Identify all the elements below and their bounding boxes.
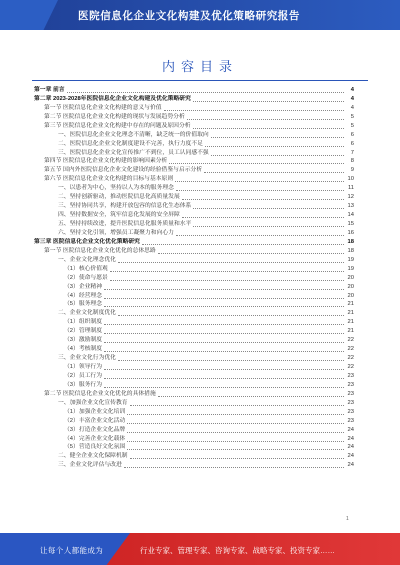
toc-leader-dots <box>104 306 344 307</box>
toc-leader-dots <box>127 449 344 450</box>
toc-entry-page: 23 <box>347 390 354 397</box>
toc-leader-dots <box>118 360 344 361</box>
toc-entry-page: 18 <box>347 247 354 254</box>
toc-leader-dots <box>204 172 344 173</box>
toc-entry-page: 4 <box>350 104 354 111</box>
toc-entry-page: 5 <box>350 113 354 120</box>
toc-entry[interactable] <box>34 309 354 318</box>
toc-entry-page: 14 <box>347 212 354 219</box>
toc-entry-label: （2）员工行为 <box>64 372 103 379</box>
toc-leader-dots <box>142 244 344 245</box>
toc-entry-label: （1）核心价值观 <box>64 265 108 272</box>
toc-leader-dots <box>110 271 344 272</box>
toc-leader-dots <box>176 235 344 236</box>
toc-leader-dots <box>124 467 344 468</box>
toc-leader-dots <box>118 262 344 263</box>
toc-entry-page: 24 <box>347 435 354 442</box>
toc-entry-page: 21 <box>347 328 354 335</box>
toc-entry-page: 24 <box>347 453 354 460</box>
toc-divider <box>32 80 368 81</box>
toc-leader-dots <box>158 253 344 254</box>
toc-heading: 内容目录 <box>161 60 238 75</box>
toc-leader-dots <box>127 414 344 415</box>
page-number: 1 <box>346 516 349 522</box>
toc-entry-label: 第三节 医院信息化企业文化构建中存在的问题及原因分析 <box>44 122 191 129</box>
toc-entry-page: 10 <box>347 176 354 183</box>
toc-leader-dots <box>118 315 344 316</box>
toc-entry-label: （2）管理制度 <box>64 328 103 335</box>
toc-entry-page: 16 <box>347 229 354 236</box>
toc-entry-label: （3）打造企业文化品牌 <box>64 426 126 433</box>
toc-leader-dots <box>104 298 344 299</box>
toc-entry-page: 6 <box>350 140 354 147</box>
toc-leader-dots <box>110 280 344 281</box>
toc-entry[interactable] <box>34 363 354 372</box>
toc-entry-page: 24 <box>347 426 354 433</box>
toc-leader-dots <box>182 217 344 218</box>
toc-entry-page: 4 <box>350 95 354 102</box>
toc-entry-label: 一、以患者为中心，坚持以人为本的服务理念 <box>58 185 174 192</box>
toc-entry-page: 21 <box>347 301 354 308</box>
toc-entry-label: 第一章 前言 <box>34 86 65 93</box>
toc-entry-label: （3）企业精神 <box>64 283 103 290</box>
toc-entry[interactable] <box>34 318 354 327</box>
toc-entry[interactable] <box>34 417 354 426</box>
toc-entry-label: 三、坚持协同共享，构建开放包容的信息化生态体系 <box>58 203 192 210</box>
toc-entry-page: 23 <box>347 399 354 406</box>
toc-entry-label: （1）加强企业文化培训 <box>64 408 126 415</box>
toc-entry[interactable] <box>34 283 354 292</box>
toc-entry-page: 6 <box>350 131 354 138</box>
toc-leader-dots <box>104 378 344 379</box>
toc-entry[interactable] <box>34 202 354 211</box>
toc-entry-label: （3）服务行为 <box>64 381 103 388</box>
toc-entry-label: （5）服务理念 <box>64 301 103 308</box>
toc-entry-page: 20 <box>347 292 354 299</box>
toc-entry-label: 三、企业文化评估与改进 <box>58 462 122 469</box>
toc-entry-label: 第一节 医院信息化企业文化构建的意义与价值 <box>44 104 162 111</box>
toc-entry-label: 六、坚持文化引领，增强员工凝聚力和向心力 <box>58 229 174 236</box>
toc-entry-label: 二、企业文化制度优化 <box>58 310 116 317</box>
toc-entry[interactable] <box>34 131 354 140</box>
toc-leader-dots <box>205 146 344 147</box>
toc-entry[interactable] <box>34 292 354 301</box>
toc-entry-page: 21 <box>347 319 354 326</box>
toc-leader-dots <box>104 351 344 352</box>
toc-leader-dots <box>127 432 344 433</box>
toc-entry-label: 三、企业文化行为优化 <box>58 355 116 362</box>
toc-entry-label: 二、医院信息化企业文化制度建设不完善，执行力度不足 <box>58 140 203 147</box>
toc-leader-dots <box>187 119 344 120</box>
toc-leader-dots <box>104 369 344 370</box>
toc-entry-page: 20 <box>347 274 354 281</box>
toc-entry[interactable] <box>34 256 354 265</box>
toc-entry-label: 第三章 医院信息化企业文化优化策略研究 <box>34 238 140 245</box>
toc-entry-label: 第四节 医院信息化企业文化构建的影响因素分析 <box>44 158 168 165</box>
toc-entry[interactable] <box>34 158 354 167</box>
report-title: 医院信息化企业文化构建及优化策略研究报告 <box>78 10 300 22</box>
toc-entry-page: 13 <box>347 203 354 210</box>
toc-leader-dots <box>169 163 344 164</box>
toc-entry-page: 21 <box>347 310 354 317</box>
toc-entry[interactable] <box>34 229 354 238</box>
toc-entry[interactable] <box>34 113 354 122</box>
toc-leader-dots <box>130 405 344 406</box>
toc-leader-dots <box>158 396 344 397</box>
toc-entry-page: 22 <box>347 346 354 353</box>
toc-leader-dots <box>104 342 344 343</box>
toc-entry-page: 4 <box>350 86 354 93</box>
toc-entry-label: （1）领导行为 <box>64 364 103 371</box>
toc-leader-dots <box>193 208 344 209</box>
toc-entry[interactable] <box>34 149 354 158</box>
toc-entry-label: （5）营造良好文化氛围 <box>64 444 126 451</box>
toc-entry-page: 23 <box>347 372 354 379</box>
toc-entry[interactable] <box>34 399 354 408</box>
toc-entry-page: 15 <box>347 221 354 228</box>
toc-entry[interactable] <box>34 86 354 95</box>
toc-leader-dots <box>127 441 344 442</box>
toc-leader-dots <box>193 226 344 227</box>
toc-entry-page: 7 <box>350 149 354 156</box>
toc-entry-page: 11 <box>347 185 354 192</box>
toc-entry-page: 12 <box>347 194 354 201</box>
toc-entry-page: 9 <box>350 167 354 174</box>
header-decoration <box>0 0 58 30</box>
toc-entry[interactable] <box>34 220 354 229</box>
toc-entry-label: 第二章 2023-2028年医院信息化企业文化构建及优化策略研究 <box>34 95 191 102</box>
toc-entry-label: （2）使命与愿景 <box>64 274 108 281</box>
toc-leader-dots <box>127 423 344 424</box>
toc-entry[interactable] <box>34 426 354 435</box>
toc-entry-page: 22 <box>347 364 354 371</box>
toc-leader-dots <box>193 128 344 129</box>
footer-tagline: 行业专家、管理专家、咨询专家、战略专家、投资专家…… <box>140 546 335 555</box>
toc-entry-page: 5 <box>350 122 354 129</box>
toc-entry[interactable] <box>34 104 354 113</box>
toc-entry-page: 8 <box>350 158 354 165</box>
toc-entry[interactable] <box>34 274 354 283</box>
toc-entry-label: 二、健全企业文化保障机制 <box>58 453 128 460</box>
toc-entry-page: 19 <box>347 256 354 263</box>
toc-entry[interactable] <box>34 95 354 104</box>
toc-leader-dots <box>104 333 344 334</box>
footer-banner <box>0 533 400 565</box>
toc-entry-label: （4）完善企业文化载体 <box>64 435 126 442</box>
toc-entry[interactable] <box>34 238 354 247</box>
toc-leader-dots <box>182 199 344 200</box>
toc-entry-label: （1）组织制度 <box>64 319 103 326</box>
toc-entry[interactable] <box>34 372 354 381</box>
toc-entry[interactable] <box>34 184 354 193</box>
toc-leader-dots <box>104 387 344 388</box>
table-of-contents <box>34 86 354 470</box>
toc-entry-page: 18 <box>347 238 354 245</box>
toc-entry-page: 23 <box>347 381 354 388</box>
toc-entry[interactable] <box>34 265 354 274</box>
toc-entry[interactable] <box>34 175 354 184</box>
toc-entry[interactable] <box>34 140 354 149</box>
toc-entry-label: 一、企业文化理念优化 <box>58 256 116 263</box>
toc-entry[interactable] <box>34 408 354 417</box>
toc-entry-label: 四、坚持数据安全，筑牢信息化发展的安全屏障 <box>58 212 180 219</box>
toc-leader-dots <box>130 458 344 459</box>
toc-entry[interactable] <box>34 345 354 354</box>
footer-slogan: 让每个人都能成为 <box>40 546 104 555</box>
toc-entry-label: 一、医院信息化企业文化理念不清晰，缺乏统一的价值取向 <box>58 131 209 138</box>
toc-entry-label: 第六节 医院信息化企业文化构建的目标与基本原则 <box>44 176 174 183</box>
toc-entry-label: （2）丰富企业文化活动 <box>64 417 126 424</box>
toc-entry-label: 二、坚持创新驱动，推动医院信息化高质量发展 <box>58 194 180 201</box>
toc-entry-label: 第二节 医院信息化企业文化优化的具体措施 <box>44 390 156 397</box>
toc-entry-label: 第一节 医院信息化企业文化优化的总体思路 <box>44 247 156 254</box>
toc-entry-label: （4）经营理念 <box>64 292 103 299</box>
toc-leader-dots <box>193 101 344 102</box>
toc-leader-dots <box>104 324 344 325</box>
toc-entry[interactable] <box>34 444 354 453</box>
toc-leader-dots <box>176 190 344 191</box>
toc-entry[interactable] <box>34 247 354 256</box>
toc-entry[interactable] <box>34 193 354 202</box>
toc-entry-label: 一、加强企业文化宣传教育 <box>58 399 128 406</box>
toc-entry[interactable] <box>34 354 354 363</box>
toc-entry[interactable] <box>34 166 354 175</box>
toc-entry-page: 23 <box>347 408 354 415</box>
toc-entry[interactable] <box>34 390 354 399</box>
toc-entry-label: 三、医院信息化企业文化宣传推广不到位，员工认同感不强 <box>58 149 209 156</box>
toc-entry[interactable] <box>34 301 354 310</box>
toc-leader-dots <box>211 155 344 156</box>
toc-entry[interactable] <box>34 122 354 131</box>
toc-entry[interactable] <box>34 327 354 336</box>
toc-entry-label: （4）考核制度 <box>64 346 103 353</box>
toc-leader-dots <box>67 92 344 93</box>
toc-entry-page: 19 <box>347 265 354 272</box>
toc-entry[interactable] <box>34 452 354 461</box>
toc-entry-page: 24 <box>347 444 354 451</box>
toc-entry[interactable] <box>34 435 354 444</box>
toc-entry-page: 22 <box>347 355 354 362</box>
toc-leader-dots <box>175 181 344 182</box>
toc-entry-label: 第五节 国内外医院信息化企业文化建设的经验借鉴与启示分析 <box>44 167 203 174</box>
toc-entry-label: （3）激励制度 <box>64 337 103 344</box>
toc-entry[interactable] <box>34 211 354 220</box>
toc-entry[interactable] <box>34 336 354 345</box>
toc-entry-page: 23 <box>347 417 354 424</box>
toc-leader-dots <box>164 110 344 111</box>
toc-entry-label: 第二节 医院信息化企业文化构建的现状与发展趋势分析 <box>44 113 185 120</box>
toc-entry[interactable] <box>34 381 354 390</box>
toc-entry-page: 22 <box>347 337 354 344</box>
toc-entry[interactable] <box>34 461 354 470</box>
toc-entry-page: 24 <box>347 462 354 469</box>
toc-leader-dots <box>104 289 344 290</box>
toc-leader-dots <box>211 137 344 138</box>
toc-entry-label: 五、坚持持续改进，提升医院信息化服务质量和水平 <box>58 221 192 228</box>
header-banner <box>0 0 400 30</box>
toc-entry-page: 20 <box>347 283 354 290</box>
